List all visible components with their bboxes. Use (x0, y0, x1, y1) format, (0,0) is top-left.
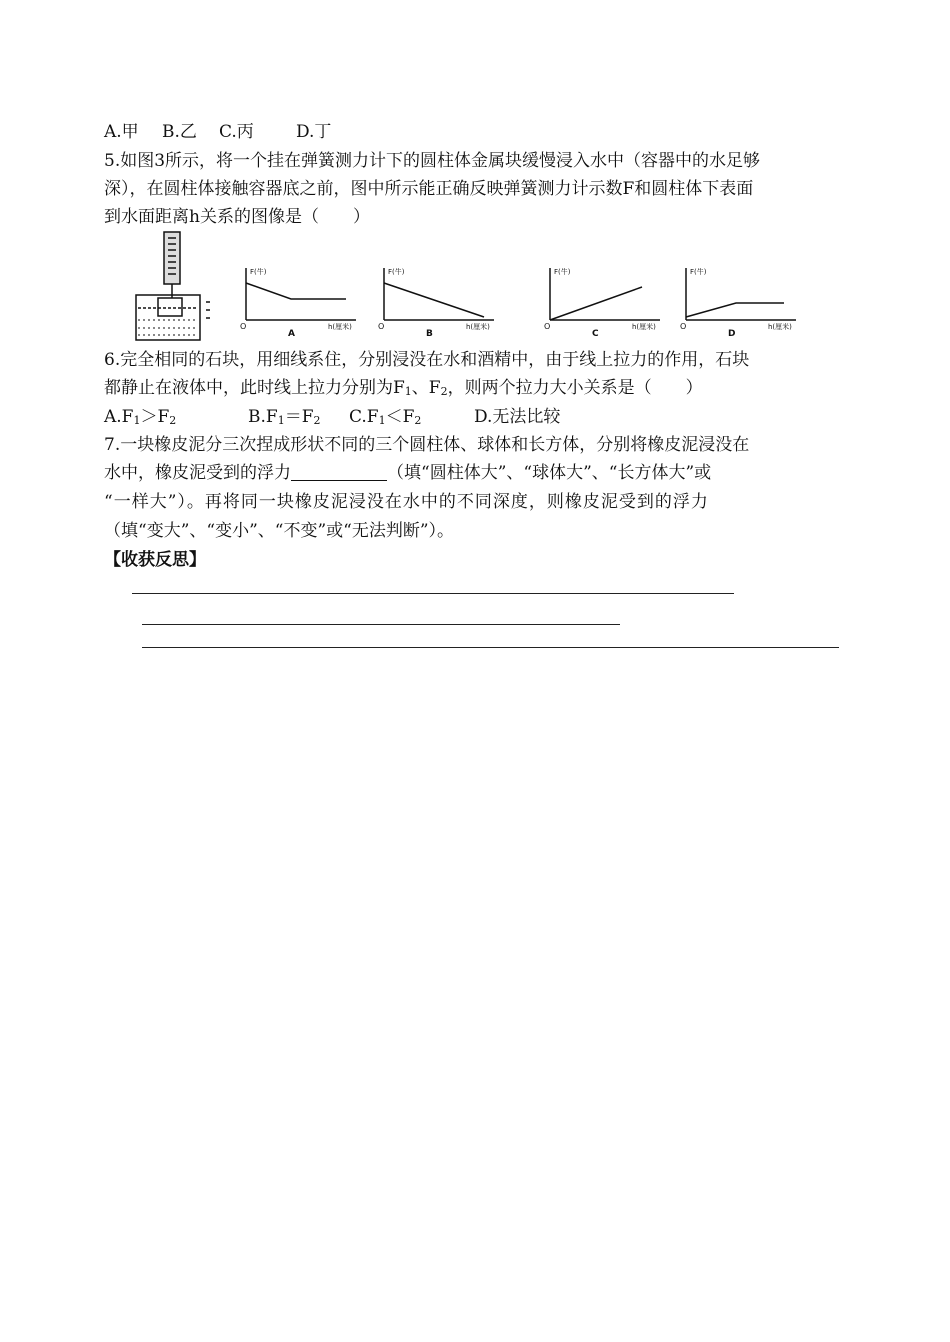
graph-curve (550, 287, 642, 320)
graph-curve (686, 303, 784, 317)
q5-line-3: 到水面距离h关系的图像是（ ） (104, 207, 370, 227)
q7-line-1: 7.一块橡皮泥分三次捏成形状不同的三个圆柱体、球体和长方体，分别将橡皮泥浸没在 (104, 435, 750, 455)
spring-scale-apparatus (136, 232, 210, 340)
graph-a (240, 267, 356, 339)
graph-curve (246, 283, 346, 299)
graph-y-label: F(牛) (554, 268, 571, 276)
graph-origin: O (240, 322, 247, 331)
reflection-line-2[interactable] (142, 624, 620, 625)
graph-x-label: h(厘米) (632, 323, 656, 331)
reflection-heading: 【收获反思】 (104, 550, 206, 570)
graph-b (378, 267, 494, 339)
graph-origin: O (680, 322, 687, 331)
graph-y-label: F(牛) (250, 268, 267, 276)
answer-blank[interactable] (291, 463, 387, 481)
q7-line-2: 水中，橡皮泥受到的浮力 （填“圆柱体大”、“球体大”、“长方体大”或 (104, 463, 712, 483)
q4-option-a: A.甲 (104, 122, 139, 142)
q7-line-3: “一样大”）。再将同一块橡皮泥浸没在水中的不同深度，则橡皮泥受到的浮力 (104, 492, 709, 512)
graph-d (680, 267, 796, 339)
q6-option-c: $C.F_1<F_2$ (349, 407, 422, 427)
q6-line-1: 6.完全相同的石块，用细线系住，分别浸没在水和酒精中，由于线上拉力的作用，石块 (104, 350, 750, 370)
q4-option-c: C.丙 (219, 122, 254, 142)
reflection-line-3[interactable] (142, 647, 839, 648)
reflection-line-1[interactable] (132, 593, 734, 594)
graph-curve (384, 283, 484, 317)
q6-option-b: $B.F_1=F_2$ (248, 407, 321, 427)
spring-scale (164, 232, 180, 284)
q4-option-b: B.乙 (162, 122, 197, 142)
q6-line-2: 都静止在液体中，此时线上拉力分别为$F_1$、$F_2$，则两个拉力大小关系是（ ） (104, 378, 703, 398)
graph-y-label: F(牛) (388, 268, 405, 276)
graph-label: C (592, 329, 599, 339)
q5-line-1: 5.如图3所示，将一个挂在弹簧测力计下的圆柱体金属块缓慢浸入水中（容器中的水足够 (104, 151, 761, 171)
graph-label: B (426, 329, 433, 339)
metal-cylinder (158, 298, 182, 316)
graph-c (544, 267, 660, 339)
graph-y-label: F(牛) (690, 268, 707, 276)
graph-label: D (728, 329, 736, 339)
q5-line-2: 深），在圆柱体接触容器底之前，图中所示能正确反映弹簧测力计示数F和圆柱体下表面 (104, 179, 754, 199)
graph-origin: O (378, 322, 385, 331)
q7-line-4: （填“变大”、“变小”、“不变”或“无法判断”）。 (104, 521, 455, 541)
q5-figure (126, 230, 816, 342)
q6-option-a: $A.F_1>F_2$ (104, 407, 177, 427)
q4-option-d: D.丁 (296, 122, 332, 142)
q6-option-d: D.无法比较 (474, 407, 561, 427)
graph-origin: O (544, 322, 551, 331)
graph-x-label: h(厘米) (768, 323, 792, 331)
graph-label: A (288, 329, 295, 339)
graph-x-label: h(厘米) (466, 323, 490, 331)
graph-x-label: h(厘米) (328, 323, 352, 331)
